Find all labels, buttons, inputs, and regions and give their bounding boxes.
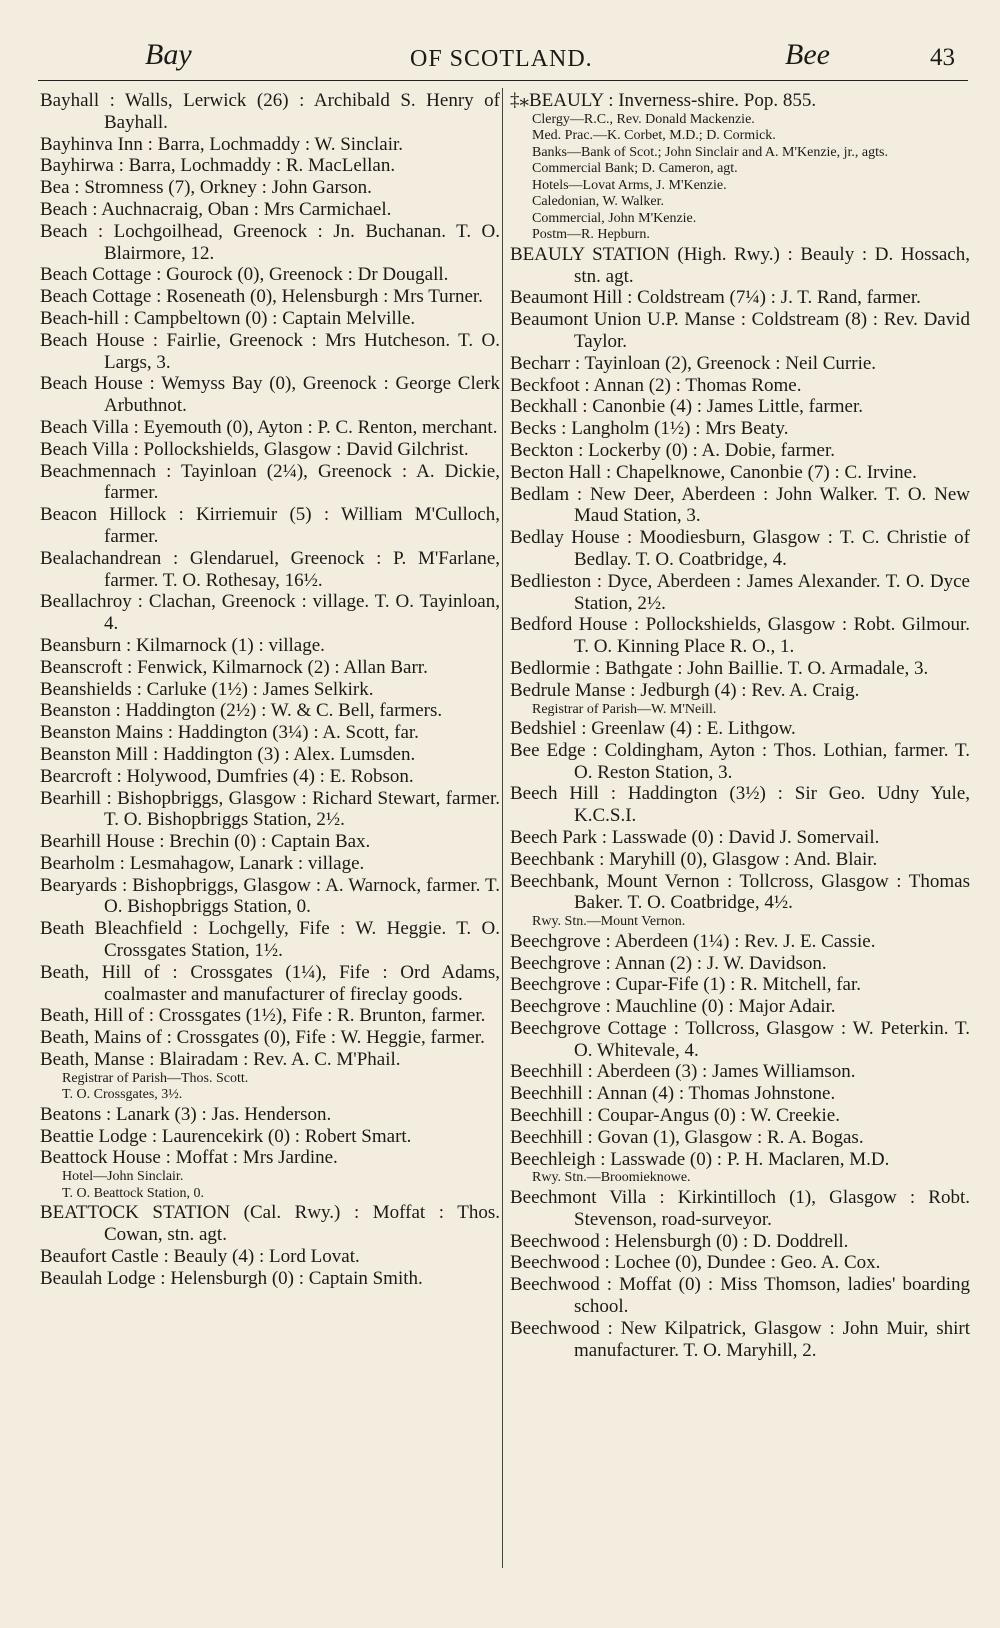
- sub-entry: Hotel—John Sinclair.: [62, 1169, 184, 1185]
- directory-entry: Beach : Auchnacraig, Oban : Mrs Carmichael.: [40, 198, 392, 220]
- sub-entry: Caledonian, W. Walker.: [532, 194, 664, 210]
- directory-entry: Beaumont Union U.P. Manse : Coldstream (8) : Rev. David Taylor.: [510, 309, 970, 352]
- directory-entry: Bayhall : Walls, Lerwick (26) : Archibald S. Henry of Bayhall.: [40, 90, 500, 133]
- directory-entry: Beckhall : Canonbie (4) : James Little, farmer.: [510, 396, 863, 418]
- directory-entry: Beechgrove : Annan (2) : J. W. Davidson.: [510, 952, 827, 974]
- directory-entry: Beechgrove : Mauchline (0) : Major Adair.: [510, 996, 836, 1018]
- sub-entry: Rwy. Stn.—Mount Vernon.: [532, 914, 686, 930]
- header-right-guide-word: Bee: [785, 38, 830, 71]
- directory-entry: Beach Villa : Eyemouth (0), Ayton : P. C. Renton, merchant.: [40, 416, 498, 438]
- sub-entry: Clergy—R.C., Rev. Donald Mackenzie.: [532, 111, 755, 127]
- directory-entry: Beach-hill : Campbeltown (0) : Captain Melville.: [40, 307, 416, 329]
- directory-entry: Bearcroft : Holywood, Dumfries (4) : E. Robson.: [40, 765, 414, 787]
- sub-entry: T. O. Crossgates, 3½.: [62, 1087, 183, 1103]
- directory-entry: Bearhill House : Brechin (0) : Captain Bax.: [40, 831, 371, 853]
- directory-entry: Beattie Lodge : Laurencekirk (0) : Robert Smart.: [40, 1125, 412, 1147]
- directory-entry: BEATTOCK STATION (Cal. Rwy.) : Moffat : Thos. Cowan, stn. agt.: [40, 1202, 500, 1246]
- directory-entry: ‡⁎BEAULY : Inverness-shire. Pop. 855.: [510, 90, 817, 111]
- directory-entry: Bedshiel : Greenlaw (4) : E. Lithgow.: [510, 718, 796, 740]
- directory-entry: Beechmont Villa : Kirkintilloch (1), Glasgow : Robt. Stevenson, road-surveyor.: [510, 1186, 970, 1230]
- sub-entry: Postm—R. Hepburn.: [532, 227, 650, 243]
- right-column: [510, 90, 970, 1361]
- directory-entry: Beechwood : Moffat (0) : Miss Thomson, ladies' boarding school.: [510, 1274, 970, 1317]
- sub-entry: Commercial Bank; D. Cameron, agt.: [532, 161, 738, 177]
- directory-entry: Beach Cottage : Roseneath (0), Helensburgh : Mrs Turner.: [40, 286, 483, 308]
- directory-entry: Beath, Hill of : Crossgates (1½), Fife : R. Brunton, farmer.: [40, 1005, 486, 1027]
- directory-entry: Bedlam : New Deer, Aberdeen : John Walker. T. O. New Maud Station, 3.: [510, 483, 970, 527]
- directory-entry: Beanshields : Carluke (1½) : James Selkirk.: [40, 678, 374, 700]
- sub-entry: Hotels—Lovat Arms, J. M'Kenzie.: [532, 177, 727, 193]
- directory-entry: Beach : Lochgoilhead, Greenock : Jn. Buchanan. T. O. Blairmore, 12.: [40, 220, 500, 264]
- directory-entry: Beechhill : Annan (4) : Thomas Johnstone.: [510, 1083, 836, 1105]
- directory-entry: Beechleigh : Lasswade (0) : P. H. Maclaren, M.D.: [510, 1148, 890, 1170]
- directory-entry: Beckton : Lockerby (0) : A. Dobie, farmer.: [510, 439, 836, 461]
- directory-entry: Beechhill : Govan (1), Glasgow : R. A. Bogas.: [510, 1126, 864, 1148]
- column-divider: [502, 88, 503, 1568]
- sub-entry: Registrar of Parish—W. M'Neill.: [532, 701, 717, 717]
- directory-entry: Beech Hill : Haddington (3½) : Sir Geo. Udny Yule, K.C.S.I.: [510, 783, 970, 827]
- directory-entry: Beacon Hillock : Kirriemuir (5) : William M'Culloch, farmer.: [40, 504, 500, 547]
- directory-entry: Beaumont Hill : Coldstream (7¼) : J. T. Rand, farmer.: [510, 287, 921, 309]
- directory-entry: Beechhill : Aberdeen (3) : James Williamson.: [510, 1061, 856, 1083]
- sub-entry: Commercial, John M'Kenzie.: [532, 210, 697, 226]
- directory-entry: Beechgrove : Aberdeen (1¼) : Rev. J. E. Cassie.: [510, 930, 876, 952]
- directory-entry: Beanston Mains : Haddington (3¼) : A. Scott, far.: [40, 722, 419, 744]
- directory-entry: Beattock House : Moffat : Mrs Jardine.: [40, 1147, 338, 1169]
- directory-entry: Becks : Langholm (1½) : Mrs Beaty.: [510, 418, 789, 440]
- directory-entry: Beath, Hill of : Crossgates (1¼), Fife : Ord Adams, coalmaster and manufacturer of fireclay goods.: [40, 961, 500, 1005]
- directory-entry: Beallachroy : Clachan, Greenock : village. T. O. Tayinloan, 4.: [40, 591, 500, 635]
- directory-entry: Beech Park : Lasswade (0) : David J. Somervail.: [510, 827, 880, 849]
- page-header: [40, 38, 970, 78]
- page-number: 43: [930, 44, 955, 71]
- directory-entry: Beach Villa : Pollockshields, Glasgow : David Gilchrist.: [40, 438, 469, 460]
- directory-entry: Bayhinva Inn : Barra, Lochmaddy : W. Sinclair.: [40, 133, 404, 155]
- directory-entry: Beach House : Fairlie, Greenock : Mrs Hutcheson. T. O. Largs, 3.: [40, 329, 500, 373]
- directory-entry: Bearhill : Bishopbriggs, Glasgow : Richard Stewart, farmer. T. O. Bishopbriggs Station, 2½.: [40, 787, 500, 831]
- sub-entry: Med. Prac.—K. Corbet, M.D.; D. Cormick.: [532, 128, 776, 144]
- directory-entry: Beechbank : Maryhill (0), Glasgow : And. Blair.: [510, 848, 878, 870]
- directory-entry: Beechhill : Coupar-Angus (0) : W. Creekie.: [510, 1105, 840, 1127]
- sub-entry: Rwy. Stn.—Broomieknowe.: [532, 1170, 691, 1186]
- directory-entry: Beanston Mill : Haddington (3) : Alex. Lumsden.: [40, 743, 416, 765]
- directory-entry: Bedlormie : Bathgate : John Baillie. T. O. Armadale, 3.: [510, 657, 929, 679]
- sub-entry: T. O. Beattock Station, 0.: [62, 1185, 205, 1201]
- directory-entry: Beaulah Lodge : Helensburgh (0) : Captain Smith.: [40, 1267, 423, 1289]
- directory-entry: Beechwood : New Kilpatrick, Glasgow : John Muir, shirt manufacturer. T. O. Maryhill, 2.: [510, 1317, 970, 1361]
- directory-entry: Bee Edge : Coldingham, Ayton : Thos. Lothian, farmer. T. O. Reston Station, 3.: [510, 739, 970, 783]
- header-rule: [38, 80, 968, 81]
- directory-entry: Beaufort Castle : Beauly (4) : Lord Lovat.: [40, 1245, 360, 1267]
- directory-entry: Beath, Mains of : Crossgates (0), Fife : W. Heggie, farmer.: [40, 1027, 485, 1049]
- directory-entry: Beath, Manse : Blairadam : Rev. A. C. M'Phail.: [40, 1049, 401, 1071]
- directory-entry: BEAULY STATION (High. Rwy.) : Beauly : D. Hossach, stn. agt.: [510, 243, 970, 287]
- directory-entry: Bedford House : Pollockshields, Glasgow : Robt. Gilmour. T. O. Kinning Place R. O., 1.: [510, 614, 970, 658]
- header-left-guide-word: Bay: [145, 38, 192, 71]
- directory-entry: Bedlieston : Dyce, Aberdeen : James Alexander. T. O. Dyce Station, 2½.: [510, 570, 970, 614]
- directory-entry: Beckfoot : Annan (2) : Thomas Rome.: [510, 374, 802, 396]
- directory-entry: Beath Bleachfield : Lochgelly, Fife : W. Heggie. T. O. Crossgates Station, 1½.: [40, 918, 500, 962]
- directory-entry: Beechwood : Helensburgh (0) : D. Doddrell.: [510, 1230, 849, 1252]
- header-title: OF SCOTLAND.: [410, 46, 593, 72]
- directory-entry: Beatons : Lanark (3) : Jas. Henderson.: [40, 1103, 332, 1125]
- directory-entry: Bedrule Manse : Jedburgh (4) : Rev. A. Craig.: [510, 679, 860, 701]
- directory-entry: Beach House : Wemyss Bay (0), Greenock : George Clerk Arbuthnot.: [40, 373, 500, 417]
- directory-entry: Beechgrove Cottage : Tollcross, Glasgow : W. Peterkin. T. O. Whitevale, 4.: [510, 1017, 970, 1061]
- directory-entry: Beechgrove : Cupar-Fife (1) : R. Mitchell, far.: [510, 974, 862, 996]
- directory-entry: Becton Hall : Chapelknowe, Canonbie (7) : C. Irvine.: [510, 461, 917, 483]
- directory-entry: Bea : Stromness (7), Orkney : John Garson.: [40, 177, 372, 199]
- directory-entry: Beanston : Haddington (2½) : W. & C. Bell, farmers.: [40, 700, 443, 722]
- directory-entry: Bealachandrean : Glendaruel, Greenock : P. M'Farlane, farmer. T. O. Rothesay, 16½.: [40, 547, 500, 591]
- directory-entry: Bayhirwa : Barra, Lochmaddy : R. MacLellan.: [40, 155, 396, 177]
- sub-entry: Banks—Bank of Scot.; John Sinclair and A. M'Kenzie, jr., agts.: [532, 144, 888, 160]
- sub-entry: Registrar of Parish—Thos. Scott.: [62, 1070, 249, 1086]
- directory-entry: Beansburn : Kilmarnock (1) : village.: [40, 634, 325, 656]
- left-column: [40, 90, 500, 1289]
- directory-entry: Beach Cottage : Gourock (0), Greenock : Dr Dougall.: [40, 264, 449, 286]
- directory-entry: Becharr : Tayinloan (2), Greenock : Neil Currie.: [510, 352, 877, 374]
- directory-entry: Beechbank, Mount Vernon : Tollcross, Glasgow : Thomas Baker. T. O. Coatbridge, 4½.: [510, 870, 970, 914]
- directory-entry: Beechwood : Lochee (0), Dundee : Geo. A. Cox.: [510, 1252, 881, 1274]
- directory-entry: Beanscroft : Fenwick, Kilmarnock (2) : Allan Barr.: [40, 656, 428, 678]
- directory-entry: Beachmennach : Tayinloan (2¼), Greenock : A. Dickie, farmer.: [40, 460, 500, 504]
- directory-entry: Bedlay House : Moodiesburn, Glasgow : T. C. Christie of Bedlay. T. O. Coatbridge, 4.: [510, 527, 970, 570]
- directory-entry: Bearholm : Lesmahagow, Lanark : village.: [40, 852, 365, 874]
- directory-entry: Bearyards : Bishopbriggs, Glasgow : A. Warnock, farmer. T. O. Bishopbriggs Station, 0.: [40, 874, 500, 918]
